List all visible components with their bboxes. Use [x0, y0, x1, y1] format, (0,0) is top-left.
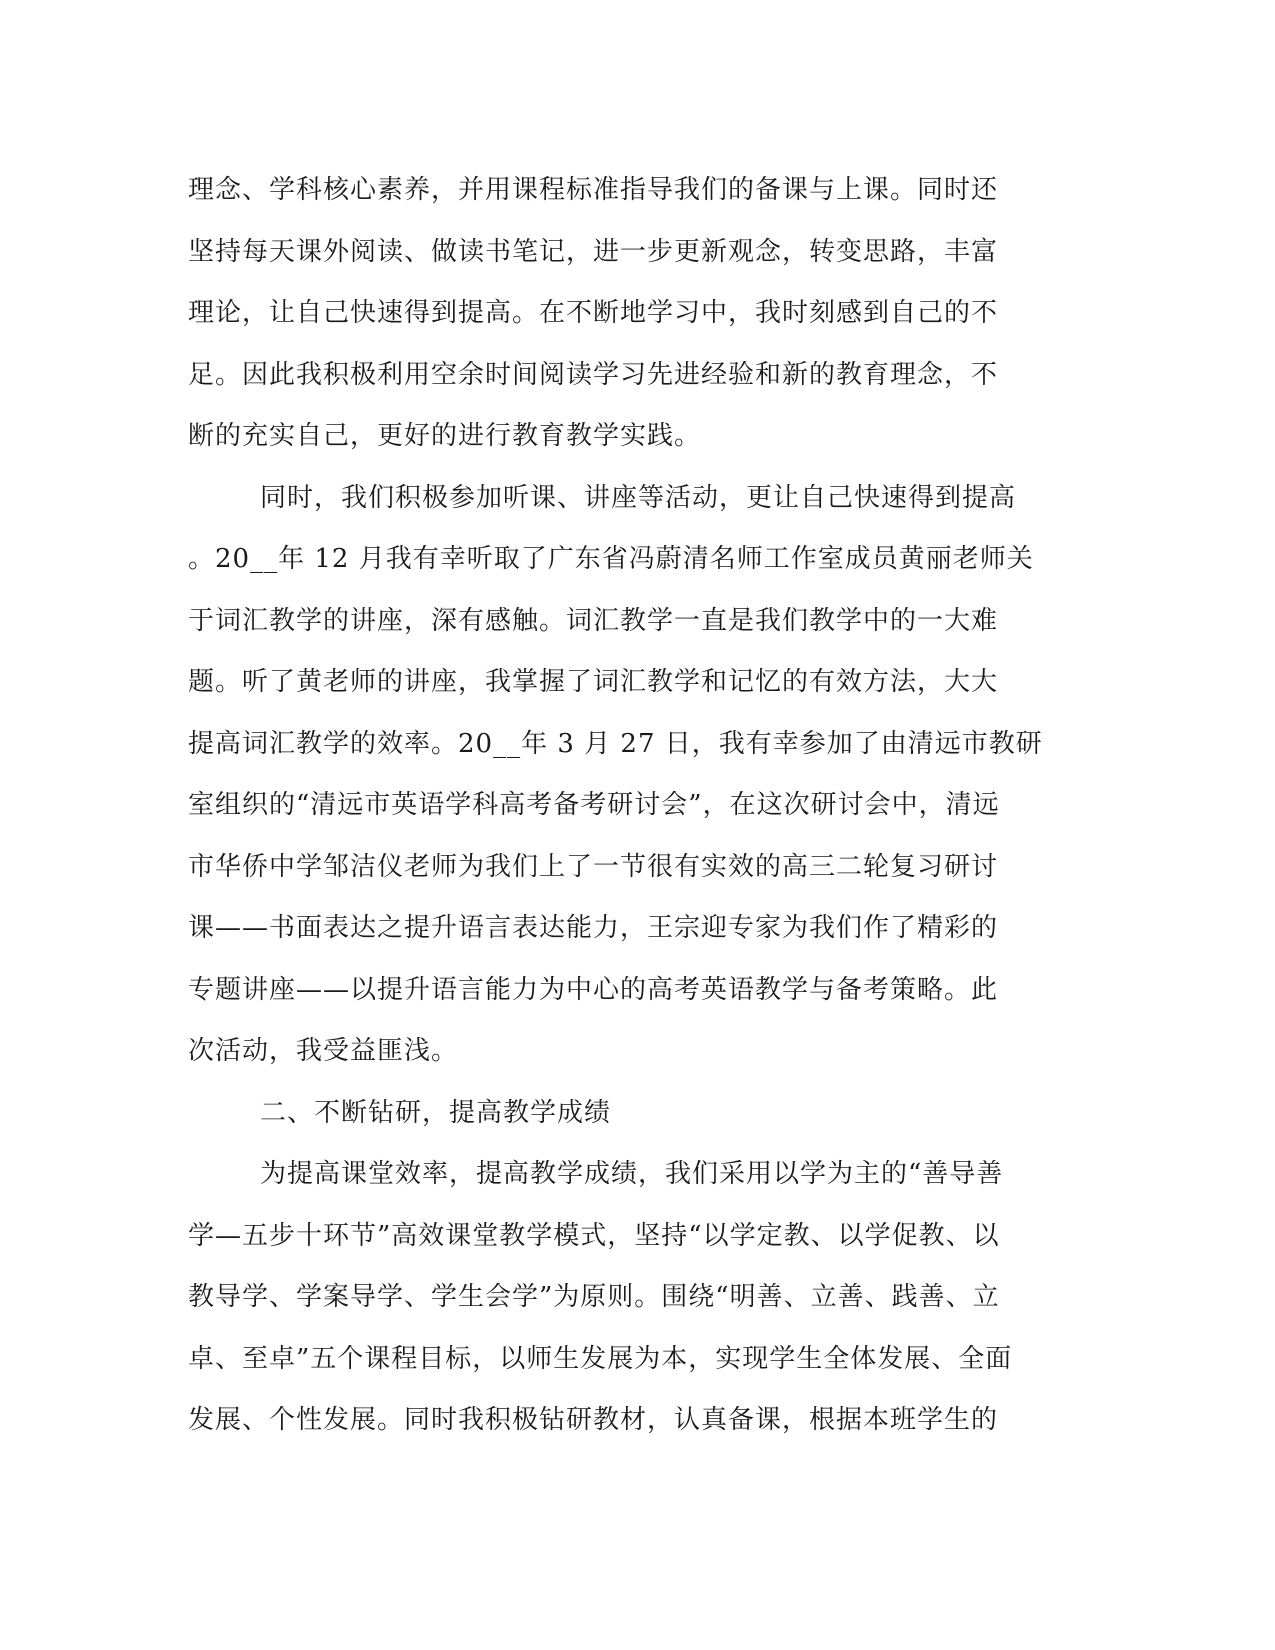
text-line: 卓、至卓”五个课程目标，以师生发展为本，实现学生全体发展、全面 [188, 1343, 1013, 1374]
text-line: 室组织的“清远市英语学科高考备考研讨会”，在这次研讨会中，清远 [188, 790, 1000, 820]
text-line: 。20__年 12 月我有幸听取了广东省冯蔚清名师工作室成员黄丽老师关 [188, 544, 1034, 574]
text-line: 为提高课堂效率，提高教学成绩，我们采用以学为主的“善导善 [260, 1159, 1004, 1189]
text-line: 次活动，我受益匪浅。 [188, 1036, 459, 1066]
text-line: 发展、个性发展。同时我积极钻研教材，认真备课，根据本班学生的 [188, 1405, 999, 1435]
text-line: 学—五步十环节”高效课堂教学模式，坚持“以学定教、以学促教、以 [188, 1220, 1000, 1251]
text-line: 理念、学科核心素养，并用课程标准指导我们的备课与上课。同时还 [188, 175, 999, 205]
text-line: 教导学、学案导学、学生会学”为原则。围绕“明善、立善、践善、立 [188, 1282, 1000, 1312]
text-line: 足。因此我积极利用空余时间阅读学习先进经验和新的教育理念，不 [188, 359, 999, 390]
document-body [188, 160, 1068, 1452]
text-line: 二、不断钻研，提高教学成绩 [260, 1097, 612, 1128]
text-line: 同时，我们积极参加听课、讲座等活动，更让自己快速得到提高 [260, 482, 1017, 513]
text-line: 市华侨中学邹洁仪老师为我们上了一节很有实效的高三二轮复习研讨 [188, 851, 999, 882]
text-line: 于词汇教学的讲座，深有感触。词汇教学一直是我们教学中的一大难 [188, 605, 999, 636]
text-line: 坚持每天课外阅读、做读书笔记，进一步更新观念，转变思路，丰富 [188, 236, 999, 267]
text-line: 理论，让自己快速得到提高。在不断地学习中，我时刻感到自己的不 [188, 298, 999, 328]
text-line: 专题讲座——以提升语言能力为中心的高考英语教学与备考策略。此 [188, 974, 999, 1005]
text-line: 断的充实自己，更好的进行教育教学实践。 [188, 421, 702, 451]
text-line: 课——书面表达之提升语言表达能力，王宗迎专家为我们作了精彩的 [188, 913, 999, 943]
text-line: 提高词汇教学的效率。20__年 3 月 27 日，我有幸参加了由清远市教研 [188, 728, 1043, 759]
text-line: 题。听了黄老师的讲座，我掌握了词汇教学和记忆的有效方法，大大 [188, 667, 999, 697]
